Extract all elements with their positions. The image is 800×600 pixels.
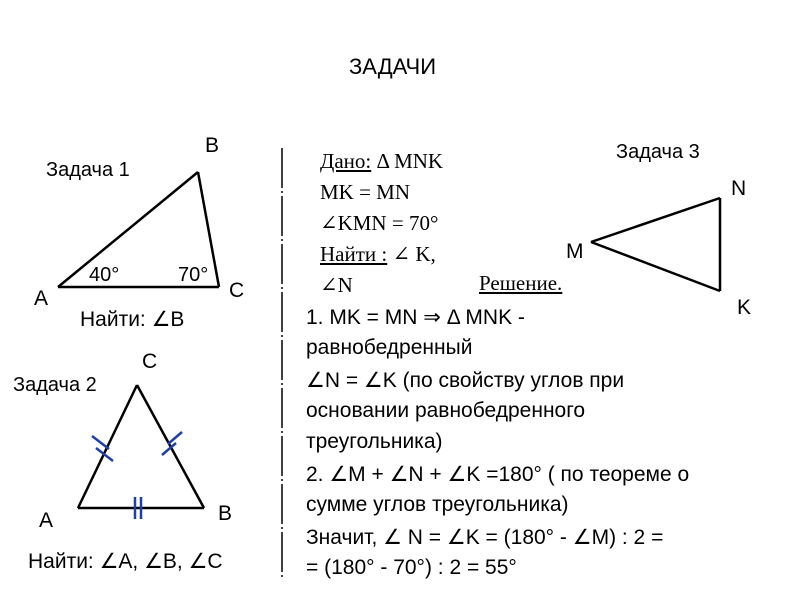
task3-vertex-k: K — [737, 296, 752, 319]
task1-side-ab — [58, 172, 198, 287]
task3-vertex-m: M — [566, 240, 584, 263]
task3-triangle — [591, 198, 720, 291]
task3-given-line3: ∠KMN = 70° — [320, 211, 439, 235]
task2-find: Найти: ∠A, ∠B, ∠C — [28, 550, 223, 573]
solution-line: равнобедренный — [306, 336, 473, 359]
task3-vertex-n: N — [731, 177, 747, 200]
page-title: ЗАДАЧИ — [349, 54, 437, 79]
task1-vertex-b: B — [205, 134, 220, 157]
task3-title: Задача 3 — [616, 141, 700, 163]
solution-line: 1. MK = MN ⇒ Δ MNK - — [306, 306, 525, 329]
task3-solution-label: Решение. — [479, 271, 563, 295]
task3-given-line2: MK = MN — [320, 180, 411, 204]
task1-angle-c: 70° — [178, 264, 209, 286]
task1-vertex-a: A — [34, 287, 49, 310]
task3-given-label: Дано: — [320, 149, 372, 173]
task2-title: Задача 2 — [13, 374, 97, 396]
task3-given-triangle: Δ MNK — [376, 149, 444, 173]
task3-side-mn — [591, 198, 720, 242]
solution-line: ∠N = ∠K (по свойству углов при — [306, 369, 625, 392]
task3-given — [320, 149, 443, 174]
task2-vertex-b: B — [218, 502, 233, 525]
task1-angle-a: 40° — [89, 264, 120, 286]
solution-line: 2. ∠M + ∠N + ∠K =180° ( по теореме о — [306, 463, 690, 486]
task3-side-mk — [591, 242, 720, 291]
solution-line: = (180° - 70°) : 2 = 55° — [306, 556, 517, 579]
task3-find — [320, 242, 436, 267]
solution-line: треугольника) — [306, 430, 443, 453]
task1-find: Найти: ∠B — [80, 308, 185, 331]
task3-find-line1: ∠ K, — [392, 242, 436, 266]
solution-line: сумме углов треугольника) — [306, 493, 569, 516]
task2-vertex-c: C — [142, 350, 158, 373]
task2-vertex-a: A — [39, 509, 54, 532]
task3-find-label: Найти : — [320, 242, 388, 266]
solution-line: Значит, ∠ N = ∠K = (180° - ∠M) : 2 = — [306, 526, 664, 549]
task1-vertex-c: C — [229, 279, 245, 302]
solution-line: основании равнобедренного — [306, 399, 586, 422]
task3-find-line2: ∠N — [320, 273, 353, 297]
task2-triangle — [78, 385, 204, 519]
task1-title: Задача 1 — [46, 159, 130, 181]
